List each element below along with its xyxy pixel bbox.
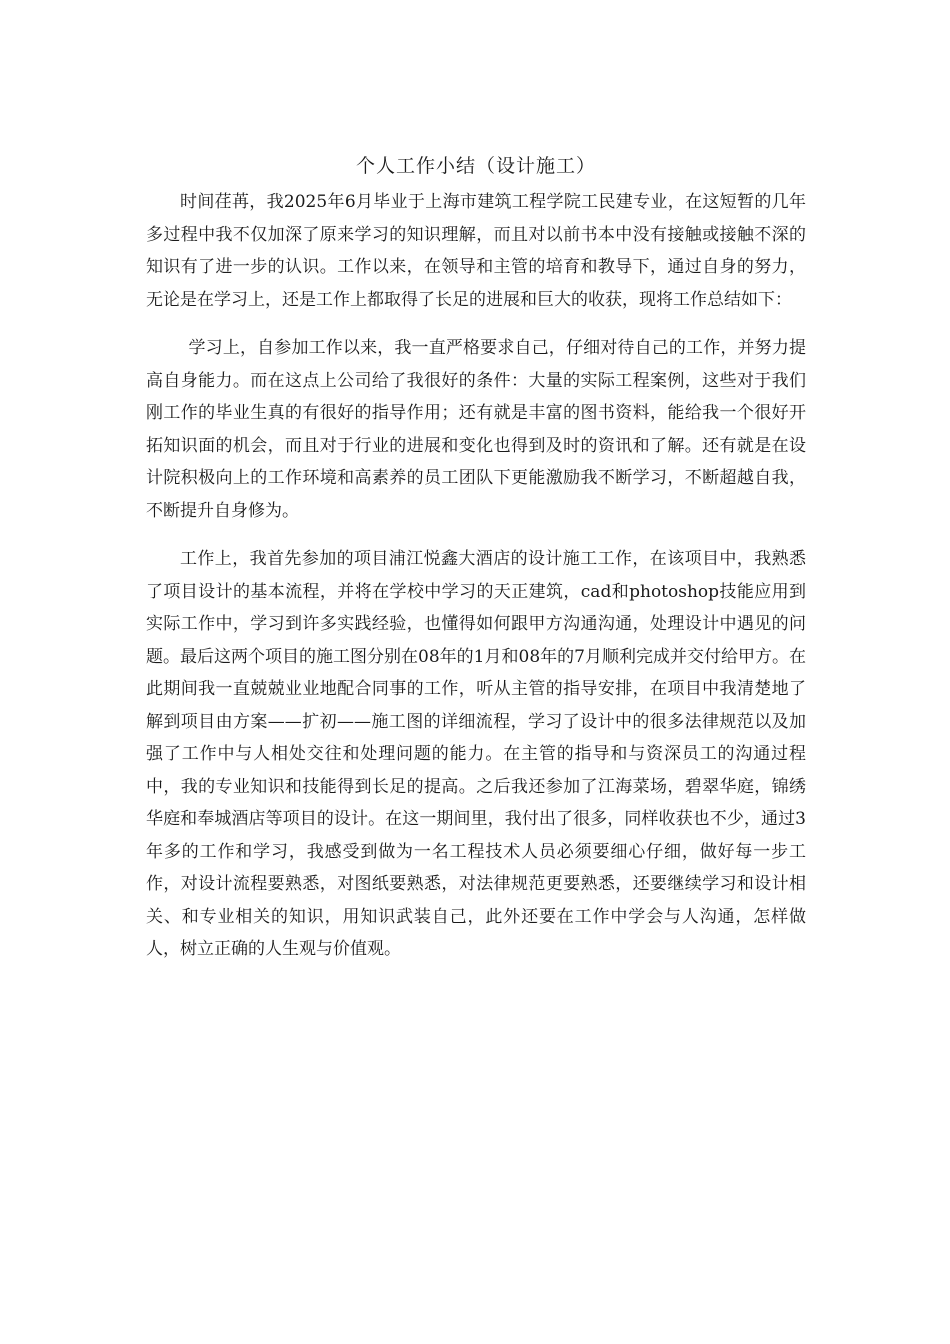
paragraph-study: 学习上，自参加工作以来，我一直严格要求自己，仔细对待自己的工作，并努力提高自身能力。而在这点上公司给了我很好的条件：大量的实际工程案例，这些对于我们刚工作的毕业生真的有很好的指导作用；还有就是丰富的图书资料，能给我一个很好开拓知识面的机会，而且对于行业的进展和变化也得到及时的资讯和了解。还有就是在设计院积极向上的工作环境和高素养的员工团队下更能激励我不断学习，不断超越自我，不断提升自身修为。 bbox=[146, 338, 806, 521]
document-page bbox=[146, 152, 806, 966]
paragraph-work: 工作上，我首先参加的项目浦江悦鑫大酒店的设计施工工作，在该项目中，我熟悉了项目设计的基本流程，并将在学校中学习的天正建筑，cad和photoshop技能应用到实际工作中，学习到许多实践经验，也懂得如何跟甲方沟通沟通，处理设计中遇见的问题。最后这两个项目的施工图分别在08年的1月和08年的7月顺利完成并交付给甲方。在此期间我一直兢兢业业地配合同事的工作，听从主管的指导安排，在项目中我清楚地了解到项目由方案——扩初——施工图的详细流程，学习了设计中的很多法律规范以及加强了工作中与人相处交往和处理问题的能力。在主管的指导和与资深员工的沟通过程中，我的专业知识和技能得到长足的提高。之后我还参加了江海菜场，碧翠华庭，锦绣华庭和奉城酒店等项目的设计。在这一期间里，我付出了很多，同样收获也不少，通过3年多的工作和学习，我感受到做为一名工程技术人员必须要细心仔细，做好每一步工作，对设计流程要熟悉，对图纸要熟悉，对法律规范更要熟悉，还要继续学习和设计相关、和专业相关的知识，用知识武装自己，此外还要在工作中学会与人沟通，怎样做人，树立正确的人生观与价值观。 bbox=[146, 549, 806, 959]
document-title: 个人工作小结（设计施工） bbox=[355, 155, 596, 177]
paragraph-intro: 时间荏苒，我2025年6月毕业于上海市建筑工程学院工民建专业，在这短暂的几年多过程中我不仅加深了原来学习的知识理解，而且对以前书本中没有接触或接触不深的知识有了进一步的认识。工作以来，在领导和主管的培育和教导下，通过自身的努力，无论是在学习上，还是工作上都取得了长足的进展和巨大的收获，现将工作总结如下： bbox=[146, 192, 806, 310]
